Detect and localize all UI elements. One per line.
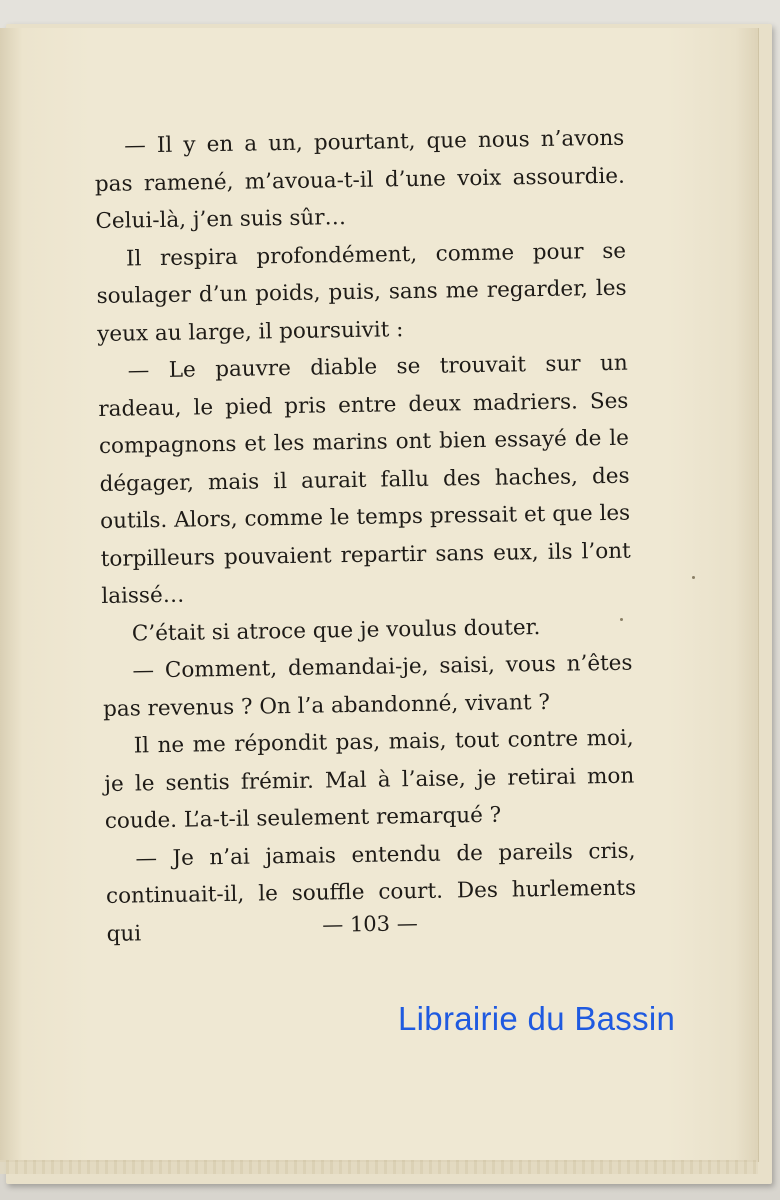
paragraph: Il ne me répondit pas, mais, tout contre moi, je le sentis frémir. Mal à l’aise, je retirai mon coude. L’a-t-il seulement remarqué ?: [104, 725, 635, 834]
paragraph: C’était si atroce que je voulus douter.: [131, 614, 541, 646]
paragraph: — Il y en a un, pourtant, que nous n’avons pas ramené, m’avoua-t-il d’une voix assourdie. Celui-là, j’en suis sûr…: [94, 125, 626, 234]
watermark-text: Librairie du Bassin: [398, 1000, 676, 1037]
page-number: — 103 —: [322, 911, 418, 937]
paragraph: — Je n’ai jamais entendu de pareils cris, continuait-il, le souffle court. Des hurlements qui: [105, 838, 637, 947]
paragraph: — Le pauvre diable se trouvait sur un radeau, le pied pris entre deux madriers. Ses compagnons et les marins ont bien essayé de le dégager, mais il aurait fallu des haches, des outils. Alors, comme le temps pressait et que les torpilleurs pouvaient repartir sans eux, ils l’ont laissé…: [98, 350, 631, 609]
paragraph: Il respira profondément, comme pour se soulager d’un poids, puis, sans me regarder, les yeux au large, il poursuivit :: [96, 238, 627, 347]
page-text: [94, 120, 637, 953]
paragraph: — Comment, demandai-je, saisi, vous n’êtes pas revenus ? On l’a abandonné, vivant ?: [102, 650, 633, 722]
paper-spot: [692, 576, 695, 579]
